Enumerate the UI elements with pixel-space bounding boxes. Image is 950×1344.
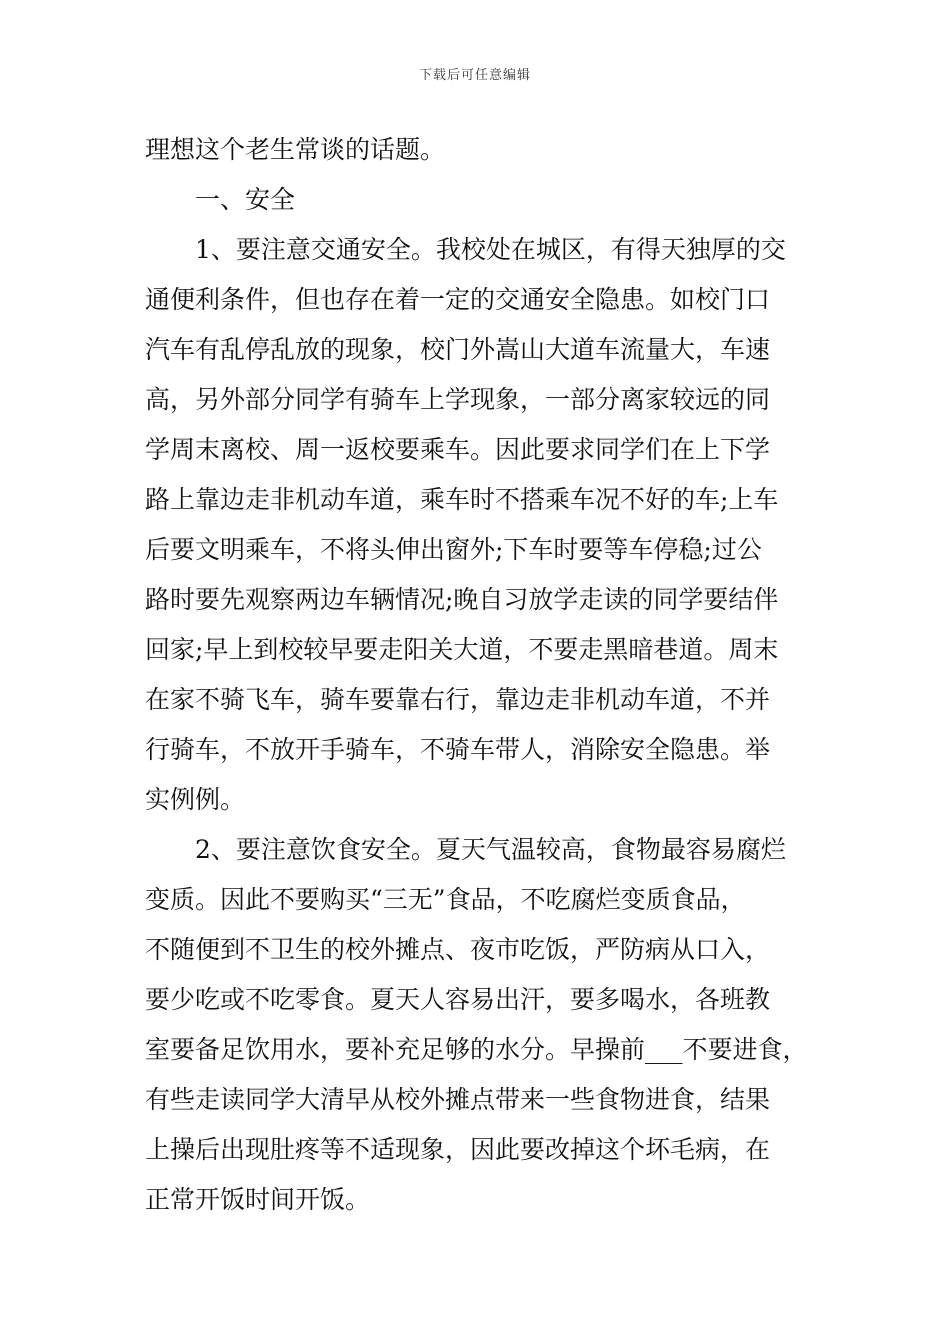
- text-line: 上操后出现肚疼等不适现象，因此要改掉这个坏毛病，在: [145, 1135, 771, 1164]
- text-line: 2、要注意饮食安全。夏天气温较高，食物最容易腐烂: [195, 835, 786, 864]
- text-line: 在家不骑飞车，骑车要靠右行，靠边走非机动车道，不并: [145, 685, 771, 714]
- text-line: 路时要先观察两边车辆情况;晚自习放学走读的同学要结伴: [145, 585, 779, 614]
- text-line: 行骑车，不放开手骑车，不骑车带人，消除安全隐患。举: [145, 735, 771, 764]
- text-line: 变质。因此不要购买“三无”食品，不吃腐烂变质食品，: [145, 885, 746, 914]
- text-line: 1、要注意交通安全。我校处在城区，有得天独厚的交: [195, 235, 786, 264]
- text-line: 通便利条件，但也存在着一定的交通安全隐患。如校门口: [145, 285, 771, 314]
- text-line: 高，另外部分同学有骑车上学现象，一部分离家较远的同: [145, 385, 771, 414]
- document-body: [145, 125, 815, 1225]
- text-line: 正常开饭时间开饭。: [145, 1185, 371, 1214]
- text-line: 不随便到不卫生的校外摊点、夜市吃饭，严防病从口入，: [145, 935, 771, 964]
- page-header: 下载后可任意编辑: [418, 68, 531, 83]
- text-line: 汽车有乱停乱放的现象，校门外嵩山大道车流量大，车速: [145, 335, 771, 364]
- text-line: 后要文明乘车，不将头伸出窗外;下车时要等车停稳;过公: [145, 535, 762, 564]
- text-line: 学周末离校、周一返校要乘车。因此要求同学们在上下学: [145, 435, 771, 464]
- text-line: 有些走读同学大清早从校外摊点带来一些食物进食，结果: [145, 1085, 771, 1114]
- text-line: 路上靠边走非机动车道，乘车时不搭乘车况不好的车;上车: [145, 485, 779, 514]
- text-line: 实例例。: [145, 785, 246, 814]
- text-line: 理想这个老生常谈的话题。: [145, 135, 446, 164]
- text-line: 要少吃或不吃零食。夏天人容易出汗，要多喝水，各班教: [145, 985, 771, 1014]
- text-line: 室要备足饮用水，要补充足够的水分。早操前___不要进食，: [145, 1035, 808, 1064]
- text-line: 回家;早上到校较早要走阳关大道，不要走黑暗巷道。周末: [145, 635, 779, 664]
- section-heading: 一、安全: [195, 185, 296, 214]
